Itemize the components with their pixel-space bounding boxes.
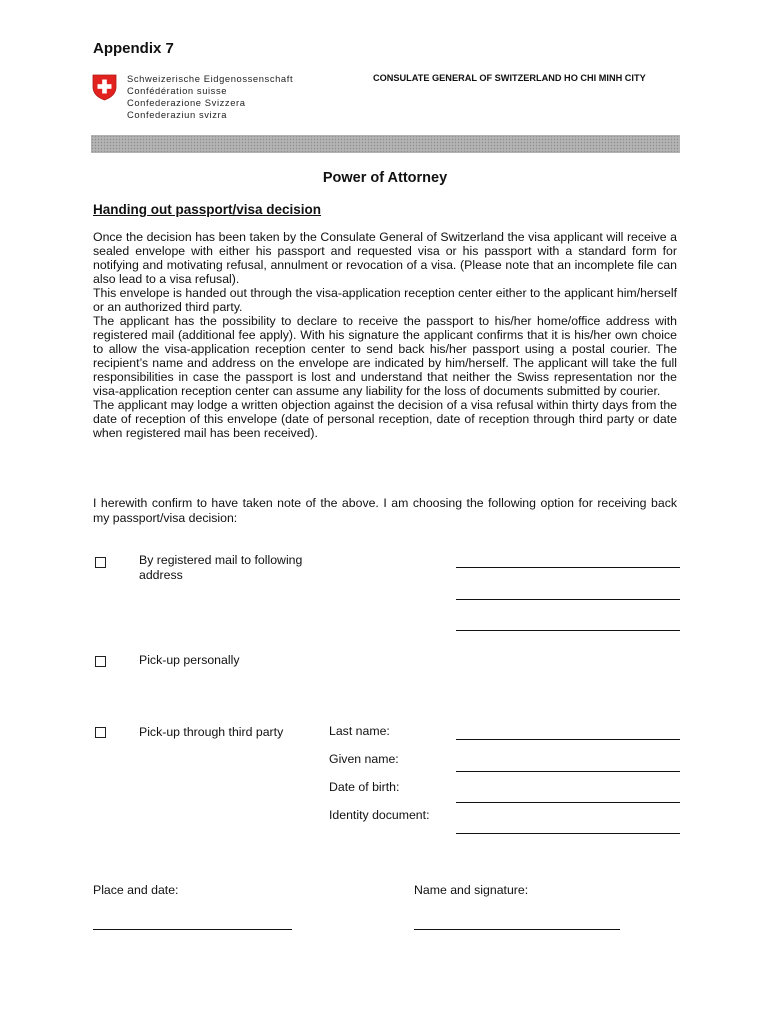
section-heading: Handing out passport/visa decision <box>93 202 322 217</box>
paragraph-envelope: This envelope is handed out through the visa-application reception center either to the applicant him/herself or an authorized third party. <box>93 286 677 314</box>
place-date-line[interactable] <box>93 929 292 930</box>
body-text <box>93 230 677 440</box>
federation-name-de: Schweizerische Eidgenossenschaft <box>127 73 294 84</box>
identity-document-label: Identity document: <box>329 808 430 822</box>
paragraph-registered-mail: The applicant has the possibility to declare to receive the passport to his/her home/office address with registered mail (additional fee apply). With his signature the applicant confirms that it is his/her own choice to allow the visa-application reception center to send back his/her passport using a postal courier. The recipient’s name and address on the envelope are indicated by him/herself. The applicant will take the full responsibilities in case the passport is lost and understand that neither the Swiss representation nor the visa-application reception center can assume any liability for the loss of documents submitted by courier. <box>93 314 677 398</box>
document-title: Power of Attorney <box>322 170 448 186</box>
consulate-name: CONSULATE GENERAL OF SWITZERLAND HO CHI MINH CITY <box>373 73 646 83</box>
federation-name-it: Confederazione Svizzera <box>127 97 246 108</box>
federation-names <box>127 73 293 121</box>
pickup-third-party-checkbox[interactable] <box>95 727 106 738</box>
federation-name-fr: Confédération suisse <box>127 85 228 96</box>
date-of-birth-label: Date of birth: <box>329 780 400 794</box>
pickup-third-party-label: Pick-up through third party <box>139 725 284 739</box>
header-divider-band <box>91 135 680 153</box>
swiss-coat-of-arms-icon <box>92 74 117 101</box>
signature-line[interactable] <box>414 929 620 930</box>
registered-mail-label: By registered mail to following address <box>139 553 303 582</box>
pickup-personally-checkbox[interactable] <box>95 656 106 667</box>
address-line-2[interactable] <box>456 599 680 600</box>
paragraph-decision: Once the decision has been taken by the Consulate General of Switzerland the visa applicant will receive a sealed envelope with either his passport and requested visa or his passport with a standard form for notifying and motivating refusal, annulment or revocation of a visa. (Please note that an incomplete file can also lead to a visa refusal). <box>93 230 677 286</box>
place-date-label: Place and date: <box>93 883 179 897</box>
address-line-3[interactable] <box>456 630 680 631</box>
federation-name-rm: Confederaziun svizra <box>127 109 228 120</box>
appendix-label: Appendix 7 <box>93 40 174 57</box>
address-line-1[interactable] <box>456 567 680 568</box>
date-of-birth-line[interactable] <box>456 802 680 803</box>
given-name-line[interactable] <box>456 771 680 772</box>
given-name-label: Given name: <box>329 752 399 766</box>
name-signature-label: Name and signature: <box>414 883 529 897</box>
registered-mail-checkbox[interactable] <box>95 557 106 568</box>
cross-horizontal <box>98 84 112 89</box>
confirmation-text: I herewith confirm to have taken note of the above. I am choosing the following option for receiving back my passport/visa decision: <box>93 496 677 525</box>
paragraph-objection: The applicant may lodge a written objection against the decision of a visa refusal within thirty days from the date of reception of this envelope (date of personal reception, date of reception through third party or date when registered mail has been received). <box>93 398 677 440</box>
pickup-personally-label: Pick-up personally <box>139 653 240 667</box>
last-name-label: Last name: <box>329 724 390 738</box>
last-name-line[interactable] <box>456 739 680 740</box>
identity-document-line[interactable] <box>456 833 680 834</box>
